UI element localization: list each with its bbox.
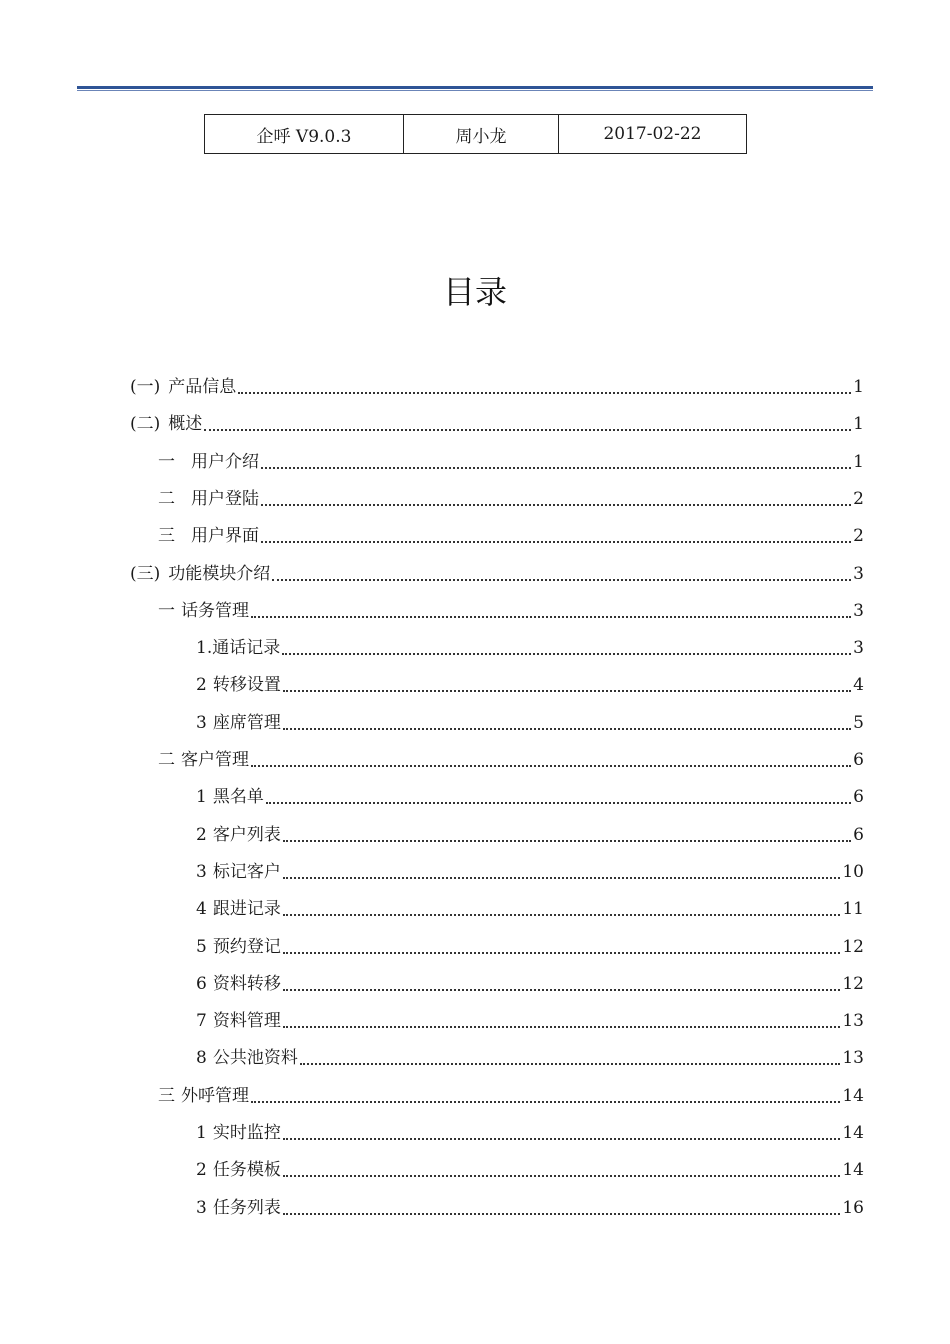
toc-entry-number: 3 [196,861,207,882]
toc-leader-dots [283,1175,841,1177]
toc-entry[interactable] [196,1114,864,1151]
toc-entry-page-number: 1 [853,413,864,434]
toc-title: 目录 [442,273,507,311]
toc-entry-page-number: 3 [853,637,864,658]
toc-entry-label: 黑名单 [212,786,264,807]
toc-entry-label: 客户列表 [212,824,281,845]
toc-leader-dots [283,1213,841,1215]
toc-leader-dots [282,653,851,655]
toc-leader-dots [266,802,851,804]
date-cell: 2017-02-22 [559,115,747,154]
toc-entry-page-number: 12 [842,936,864,957]
document-info-table [204,114,747,154]
toc-entry-number: 一 [158,600,175,621]
toc-entry-number: 二 [158,488,175,509]
toc-entry-page-number: 13 [842,1047,864,1068]
toc-leader-dots [283,1026,841,1028]
toc-entry[interactable] [196,1002,864,1039]
toc-leader-dots [204,429,851,431]
toc-entry[interactable] [196,1039,864,1076]
toc-entry-page-number: 14 [842,1085,864,1106]
toc-entry[interactable] [196,629,864,666]
toc-entry[interactable] [130,405,864,442]
toc-entry-label: 实时监控 [212,1122,281,1143]
toc-entry[interactable] [196,816,864,853]
toc-entry-page-number: 5 [853,712,864,733]
toc-entry-page-number: 1 [853,376,864,397]
toc-entry-label: 外呼管理 [181,1085,249,1106]
toc-entry-page-number: 2 [853,525,864,546]
toc-entry-label: 任务列表 [212,1197,281,1218]
toc-entry-page-number: 11 [842,898,864,919]
toc-leader-dots [251,765,851,767]
toc-entry-number: 三 [158,1085,175,1106]
toc-leader-dots [283,914,841,916]
toc-entry-number: 一 [158,451,175,472]
toc-entry-label: 概述 [168,413,203,434]
toc-leader-dots [238,392,851,394]
toc-entry-number: 二 [158,749,175,770]
toc-entry-number: (二) [130,413,161,434]
product-version-cell: 企呼 V9.0.3 [205,115,404,154]
toc-entry-page-number: 10 [842,861,864,882]
header-rule-thick [77,86,873,89]
toc-entry-page-number: 14 [842,1159,864,1180]
toc-entry-page-number: 6 [853,786,864,807]
toc-entry-label: 标记客户 [212,861,281,882]
toc-leader-dots [283,952,841,954]
toc-entry-label: 公共池资料 [212,1047,298,1068]
toc-entry-page-number: 14 [842,1122,864,1143]
toc-entry-label: 功能模块介绍 [168,563,271,584]
toc-entry-number: 三 [158,525,175,546]
toc-entry-page-number: 3 [853,563,864,584]
toc-entry-page-number: 6 [853,749,864,770]
toc-entry[interactable] [158,741,864,778]
toc-entry[interactable] [196,778,864,815]
toc-entry[interactable] [158,1077,864,1114]
toc-entry-number: 2 [196,824,207,845]
toc-entry-page-number: 12 [842,973,864,994]
toc-entry-number: 3 [196,712,207,733]
toc-entry-label: 产品信息 [168,376,237,397]
toc-entry-label: 资料管理 [212,1010,281,1031]
toc-entry-number: (三) [130,563,161,584]
toc-entry[interactable] [130,555,864,592]
toc-entry-label: 座席管理 [212,712,281,733]
toc-entry[interactable] [158,480,864,517]
toc-entry-label: 通话记录 [212,637,281,658]
toc-leader-dots [283,1138,841,1140]
toc-entry-label: 预约登记 [212,936,281,957]
toc-entry[interactable] [158,517,864,554]
toc-entry-number: 7 [196,1010,207,1031]
document-info-row [205,115,747,154]
toc-entry-label: 话务管理 [181,600,249,621]
toc-entry-page-number: 1 [853,451,864,472]
toc-leader-dots [283,840,851,842]
toc-entry-number: 2 [196,674,207,695]
toc-entry-number: 6 [196,973,207,994]
toc-entry[interactable] [158,443,864,480]
toc-entry-number: 4 [196,898,207,919]
toc-entry-page-number: 6 [853,824,864,845]
author-cell: 周小龙 [404,115,559,154]
toc-entry-number: 5 [196,936,207,957]
toc-leader-dots [283,877,841,879]
toc-entry-page-number: 3 [853,600,864,621]
toc-entry-number: 8 [196,1047,207,1068]
toc-entry-label: 用户界面 [191,525,259,546]
toc-entry[interactable] [130,368,864,405]
toc-entry-page-number: 13 [842,1010,864,1031]
toc-entry[interactable] [196,704,864,741]
toc-entry[interactable] [196,853,864,890]
toc-entry[interactable] [196,1189,864,1226]
toc-entry-number: (一) [130,376,161,397]
toc-leader-dots [261,467,851,469]
toc-entry-label: 客户管理 [181,749,249,770]
toc-entry-label: 资料转移 [212,973,281,994]
header-rule-thin [77,90,873,91]
toc-leader-dots [283,690,851,692]
toc-entry-label: 跟进记录 [212,898,281,919]
toc-entry-label: 任务模板 [212,1159,281,1180]
toc-leader-dots [283,728,851,730]
toc-entry-page-number: 2 [853,488,864,509]
toc-leader-dots [261,504,851,506]
toc-entry-page-number: 16 [842,1197,864,1218]
toc-entry-number: 1 [196,786,207,807]
toc-entry[interactable] [196,666,864,703]
toc-entry-number: 1. [196,637,213,658]
toc-entry[interactable] [196,965,864,1002]
toc-entry-number: 2 [196,1159,207,1180]
toc-entry-label: 用户登陆 [191,488,259,509]
toc-entry-label: 转移设置 [212,674,281,695]
toc-entry-label: 用户介绍 [191,451,259,472]
toc-leader-dots [251,616,851,618]
toc-leader-dots [261,541,851,543]
toc-entry[interactable] [196,928,864,965]
toc-entry-number: 3 [196,1197,207,1218]
toc-entry[interactable] [158,592,864,629]
toc-entry[interactable] [196,890,864,927]
toc-leader-dots [283,989,841,991]
toc-entry-number: 1 [196,1122,207,1143]
toc-entry[interactable] [196,1151,864,1188]
toc-leader-dots [251,1101,840,1103]
toc-leader-dots [300,1063,841,1065]
toc-leader-dots [272,579,851,581]
toc-entry-page-number: 4 [853,674,864,695]
